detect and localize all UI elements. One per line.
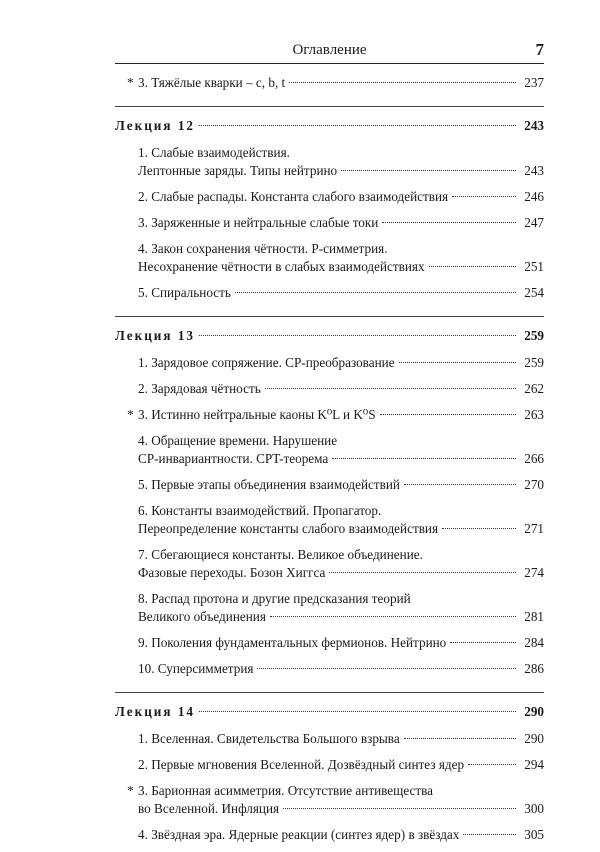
- dot-leader: [329, 572, 516, 573]
- toc-entry[interactable]: [115, 502, 544, 538]
- dot-leader: [199, 711, 516, 712]
- toc-entry-title: 3. Заряженные и нейтральные слабые токи: [138, 215, 379, 230]
- toc-entry-title: 1. Вселенная. Свидетельства Большого взрыва: [138, 731, 400, 746]
- toc-entry-title: 4. Звёздная эра. Ядерные реакции (синтез ядер) в звёздах: [138, 827, 460, 842]
- lecture-page: 259: [524, 328, 544, 343]
- toc-entry-title-line1: 4. Обращение времени. Нарушение: [138, 433, 338, 448]
- toc-entry-page: 254: [524, 285, 544, 300]
- toc-entry-title-line1: 4. Закон сохранения чётности. P-симметрия.: [138, 241, 388, 256]
- lecture-heading[interactable]: [115, 703, 544, 721]
- toc-entry-page: 286: [524, 661, 544, 676]
- page-title: Оглавление: [292, 42, 367, 58]
- toc-entry[interactable]: [115, 188, 544, 206]
- toc-entry-title: 9. Поколения фундаментальных фермионов. Нейтрино: [138, 635, 447, 650]
- optional-marker: *: [127, 75, 134, 90]
- toc-entry-title-line1: 7. Сбегающиеся константы. Великое объединение.: [138, 547, 423, 562]
- dot-leader: [380, 414, 516, 415]
- toc-entry-page: 246: [524, 189, 544, 204]
- dot-leader: [452, 196, 516, 197]
- dot-leader: [199, 125, 516, 126]
- page-number: 7: [535, 40, 544, 59]
- toc-entry-title: Переопределение константы слабого взаимодействия: [138, 521, 439, 536]
- toc-entry-title: Великого объединения: [138, 609, 266, 624]
- table-of-contents: [115, 74, 544, 852]
- toc-entry-page: 290: [524, 731, 544, 746]
- toc-entry[interactable]: [115, 590, 544, 626]
- dot-leader: [463, 834, 516, 835]
- toc-entry-title: Лептонные заряды. Типы нейтрино: [138, 163, 338, 178]
- toc-entry-title: во Вселенной. Инфляция: [138, 801, 280, 816]
- toc-entry-page: 266: [524, 451, 544, 466]
- toc-entry[interactable]: [115, 144, 544, 180]
- toc-entry-title: 3. Тяжёлые кварки – c, b, t: [138, 75, 286, 90]
- toc-entry[interactable]: [115, 546, 544, 582]
- toc-entry-page: 294: [524, 757, 544, 772]
- optional-marker: *: [127, 783, 134, 798]
- dot-leader: [235, 292, 516, 293]
- dot-leader: [265, 388, 516, 389]
- dot-leader: [289, 82, 516, 83]
- toc-entry-title-line1: 6. Константы взаимодействий. Пропагатор.: [138, 503, 382, 518]
- toc-entry-page: 237: [524, 75, 544, 90]
- toc-entry-title: Несохранение чётности в слабых взаимодействиях: [138, 259, 425, 274]
- toc-entry-title-line1: 3. Барионная асимметрия. Отсутствие антивещества: [138, 783, 434, 798]
- lecture-title: Лекция 12: [115, 118, 196, 133]
- header-rule: [115, 63, 544, 64]
- toc-entry[interactable]: [115, 354, 544, 372]
- toc-entry-title-line1: 8. Распад протона и другие предсказания теорий: [138, 591, 411, 606]
- dot-leader: [442, 528, 516, 529]
- toc-entry-title: 5. Спиральность: [138, 285, 231, 300]
- lecture-heading[interactable]: [115, 327, 544, 345]
- toc-entry-page: 259: [524, 355, 544, 370]
- toc-entry-page: 270: [524, 477, 544, 492]
- toc-entry[interactable]: [115, 756, 544, 774]
- toc-entry[interactable]: [115, 240, 544, 276]
- toc-entry-page: 281: [524, 609, 544, 624]
- lecture-title: Лекция 14: [115, 704, 196, 719]
- toc-entry-page: 247: [524, 215, 544, 230]
- dot-leader: [199, 335, 516, 336]
- toc-entry-title: 10. Суперсимметрия: [138, 661, 254, 676]
- toc-entry[interactable]: [115, 432, 544, 468]
- toc-entry-page: 305: [524, 827, 544, 842]
- toc-entry-page: 263: [524, 407, 544, 422]
- toc-entry[interactable]: [115, 826, 544, 844]
- dot-leader: [450, 642, 516, 643]
- section-divider: [115, 692, 544, 693]
- toc-entry-page: 300: [524, 801, 544, 816]
- page-header: [115, 40, 544, 62]
- toc-entry-page: 262: [524, 381, 544, 396]
- toc-entry[interactable]: [115, 634, 544, 652]
- toc-entry-page: 251: [524, 259, 544, 274]
- toc-entry-title: 3. Истинно нейтральные каоны K⁰L и K⁰S: [138, 407, 376, 422]
- lecture-heading[interactable]: [115, 117, 544, 135]
- dot-leader: [270, 616, 516, 617]
- dot-leader: [404, 484, 516, 485]
- lecture-page: 290: [524, 704, 544, 719]
- section-divider: [115, 106, 544, 107]
- toc-entry[interactable]: [115, 660, 544, 678]
- toc-entry-page: 243: [524, 163, 544, 178]
- optional-marker: *: [127, 407, 134, 422]
- toc-entry-title: 2. Слабые распады. Константа слабого взаимодействия: [138, 189, 449, 204]
- section-divider: [115, 316, 544, 317]
- toc-entry[interactable]: [115, 380, 544, 398]
- dot-leader: [382, 222, 516, 223]
- toc-entry-title: 5. Первые этапы объединения взаимодействий: [138, 477, 400, 492]
- toc-entry-title: CP-инвариантности. CPT-теорема: [138, 451, 329, 466]
- dot-leader: [429, 266, 516, 267]
- toc-entry[interactable]: [115, 406, 544, 424]
- lecture-title: Лекция 13: [115, 328, 196, 343]
- toc-entry[interactable]: [115, 476, 544, 494]
- dot-leader: [341, 170, 516, 171]
- toc-entry-page: 274: [524, 565, 544, 580]
- toc-entry-title: 1. Зарядовое сопряжение. CP-преобразование: [138, 355, 395, 370]
- dot-leader: [283, 808, 516, 809]
- toc-entry-page: 271: [524, 521, 544, 536]
- lecture-page: 243: [524, 118, 544, 133]
- toc-entry-title: 2. Первые мгновения Вселенной. Дозвёздный синтез ядер: [138, 757, 465, 772]
- toc-entry-page: 284: [524, 635, 544, 650]
- toc-entry[interactable]: [115, 730, 544, 748]
- toc-entry-title: 2. Зарядовая чётность: [138, 381, 261, 396]
- toc-entry-title: Фазовые переходы. Бозон Хиггса: [138, 565, 326, 580]
- toc-entry-title-line1: 1. Слабые взаимодействия.: [138, 145, 290, 160]
- toc-entry[interactable]: [115, 284, 544, 302]
- toc-entry[interactable]: [115, 74, 544, 92]
- dot-leader: [399, 362, 516, 363]
- toc-entry[interactable]: [115, 214, 544, 232]
- dot-leader: [468, 764, 516, 765]
- toc-entry[interactable]: [115, 782, 544, 818]
- dot-leader: [404, 738, 516, 739]
- dot-leader: [332, 458, 516, 459]
- dot-leader: [257, 668, 516, 669]
